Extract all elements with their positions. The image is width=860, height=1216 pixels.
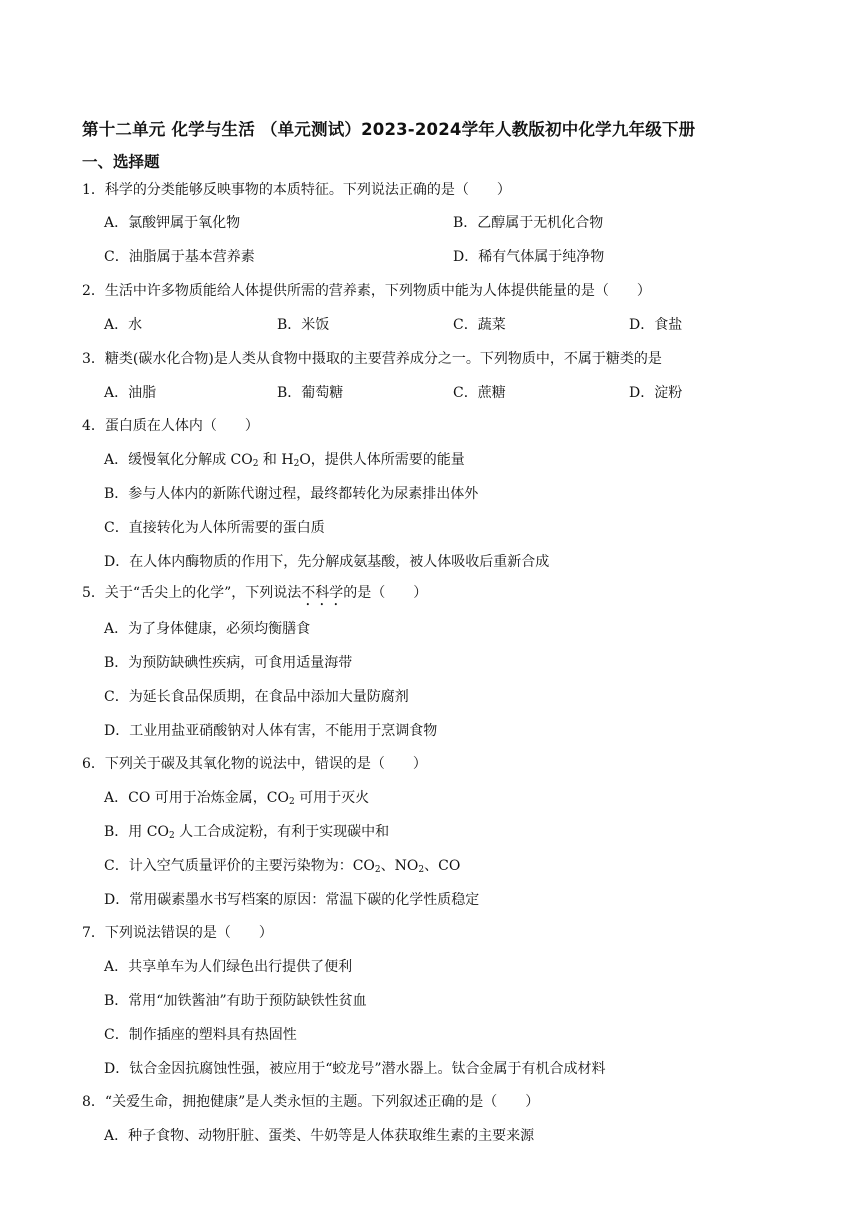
question-1-option-c: C．油脂属于基本营养素 (104, 249, 255, 265)
question-2-stem: 2．生活中许多物质能给人体提供所需的营养素，下列物质中能为人体提供能量的是（ ） (82, 283, 651, 299)
question-2-option-c: C．蔬菜 (453, 317, 506, 333)
question-8-option-a: A．种子食物、动物肝脏、蛋类、牛奶等是人体获取维生素的主要来源 (104, 1128, 535, 1144)
question-6-option-b: B．用 $CO_2$ 人工合成淀粉，有利于实现碳中和 (104, 824, 390, 841)
question-1-option-b: B．乙醇属于无机化合物 (453, 215, 604, 231)
question-3-option-d: D．淀粉 (629, 385, 683, 401)
question-4-option-d: D．在人体内酶物质的作用下，先分解成氨基酸，被人体吸收后重新合成 (104, 554, 550, 570)
question-5-stem: 5．关于“舌尖上的化学”，下列说法不科学的是（ ） (82, 585, 428, 601)
question-7-option-a: A．共享单车为人们绿色出行提供了便利 (104, 959, 353, 975)
question-7-option-c: C．制作插座的塑料具有热固性 (104, 1027, 297, 1043)
question-6-option-a: A．CO 可用于冶炼金属，$CO_2$ 可用于灭火 (104, 790, 370, 807)
question-3-stem: 3．糖类(碳水化合物)是人类从食物中摄取的主要营养成分之一。下列物质中，不属于糖类的是 (82, 351, 662, 367)
question-8-stem: 8．“关爱生命，拥抱健康”是人类永恒的主题。下列叙述正确的是（ ） (82, 1094, 540, 1110)
question-7-option-b: B．常用“加铁酱油”有助于预防缺铁性贫血 (104, 993, 367, 1009)
question-1-option-d: D．稀有气体属于纯净物 (453, 249, 605, 265)
question-6-option-d: D．常用碳素墨水书写档案的原因：常温下碳的化学性质稳定 (104, 892, 480, 908)
question-3-option-a: A．油脂 (104, 385, 157, 401)
question-5-option-b: B．为预防缺碘性疾病，可食用适量海带 (104, 655, 353, 671)
question-4-option-a: A．缓慢氧化分解成 $CO_2$ 和 $H_2O$，提供人体所需要的能量 (104, 452, 465, 469)
document-title: 第十二单元 化学与生活 （单元测试）2023-2024学年人教版初中化学九年级下册 (82, 120, 696, 139)
question-6-option-c: C．计入空气质量评价的主要污染物为：$CO_2$、$NO_2$、CO (104, 858, 461, 875)
question-7-option-d: D．钛合金因抗腐蚀性强，被应用于“蛟龙号”潜水器上。钛合金属于有机合成材料 (104, 1061, 606, 1077)
question-4-stem: 4．蛋白质在人体内（ ） (82, 418, 259, 434)
question-2-option-b: B．米饭 (277, 317, 330, 333)
question-5-option-a: A．为了身体健康，必须均衡膳食 (104, 621, 311, 637)
question-2-option-d: D．食盐 (629, 317, 683, 333)
question-1-stem: 1．科学的分类能够反映事物的本质特征。下列说法正确的是（ ） (82, 182, 511, 198)
question-6-stem: 6．下列关于碳及其氧化物的说法中，错误的是（ ） (82, 756, 427, 772)
section-heading: 一、选择题 (82, 153, 160, 171)
question-5-option-d: D．工业用盐亚硝酸钠对人体有害，不能用于烹调食物 (104, 723, 438, 739)
question-3-option-c: C．蔗糖 (453, 385, 506, 401)
emphasis-text: 不科学 (301, 585, 344, 601)
question-4-option-b: B．参与人体内的新陈代谢过程，最终都转化为尿素排出体外 (104, 486, 479, 502)
question-1-option-a: A．氯酸钾属于氧化物 (104, 215, 241, 231)
question-3-option-b: B．葡萄糖 (277, 385, 344, 401)
question-2-option-a: A．水 (104, 317, 143, 333)
question-4-option-c: C．直接转化为人体所需要的蛋白质 (104, 520, 325, 536)
question-5-option-c: C．为延长食品保质期，在食品中添加大量防腐剂 (104, 689, 409, 705)
question-7-stem: 7．下列说法错误的是（ ） (82, 925, 273, 941)
